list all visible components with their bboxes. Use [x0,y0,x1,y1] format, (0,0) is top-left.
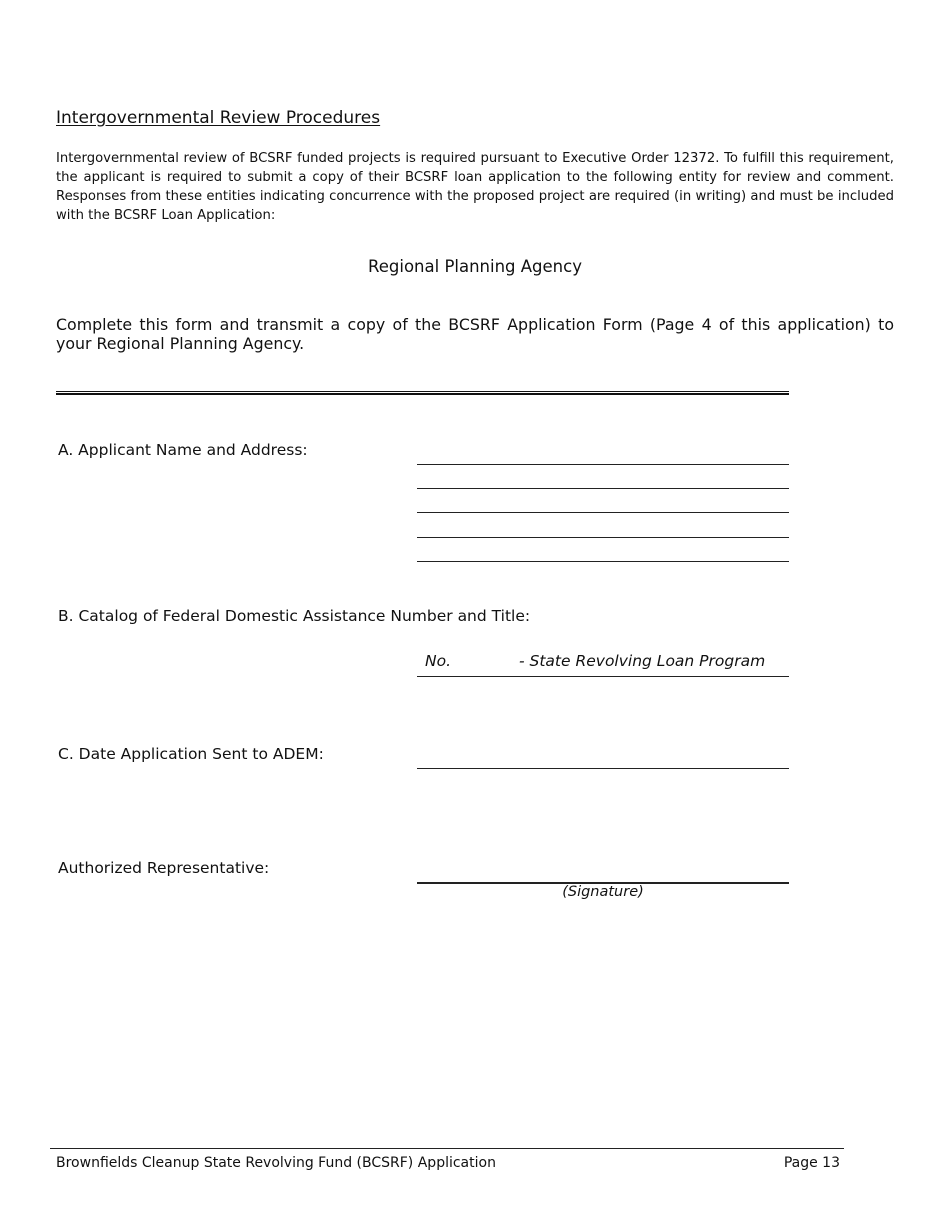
representative-label: Authorized Representative: [58,859,270,877]
cfda-line [417,676,789,677]
applicant-line-1[interactable] [417,464,789,465]
page-number: Page 13 [783,1155,840,1171]
cfda-number-prefix: No. [425,652,452,670]
date-sent-label: C. Date Application Sent to ADEM: [58,745,324,763]
section-title: Intergovernmental Review Procedures [56,108,381,128]
applicant-line-3[interactable] [417,512,789,513]
applicant-line-5[interactable] [417,561,789,562]
cfda-program-title: - State Revolving Loan Program [519,652,766,670]
footer-title: Brownfields Cleanup State Revolving Fund (BCSRF) Application [56,1155,496,1171]
applicant-label: A. Applicant Name and Address: [58,441,308,459]
applicant-line-4[interactable] [417,537,789,538]
cfda-label: B. Catalog of Federal Domestic Assistance Number and Title: [58,607,531,625]
section-divider [56,391,789,395]
applicant-line-2[interactable] [417,488,789,489]
date-sent-line[interactable] [417,768,789,769]
intro-paragraph: Intergovernmental review of BCSRF funded projects is required pursuant to Executive Order 12372. To fulfill this requirement, the applicant is required to submit a copy of their BCSRF loan application to the following entity for review and comment. Responses from these entities indicating concurrence with the proposed project are required (in writing) and must be included with the BCSRF Loan Application: [56,151,894,223]
agency-heading: Regional Planning Agency [368,257,582,276]
instructions-paragraph: Complete this form and transmit a copy of the BCSRF Application Form (Page 4 of this application) to your Regional Planning Agency. [56,315,894,353]
footer-divider [50,1148,844,1149]
signature-caption: (Signature) [562,884,644,900]
